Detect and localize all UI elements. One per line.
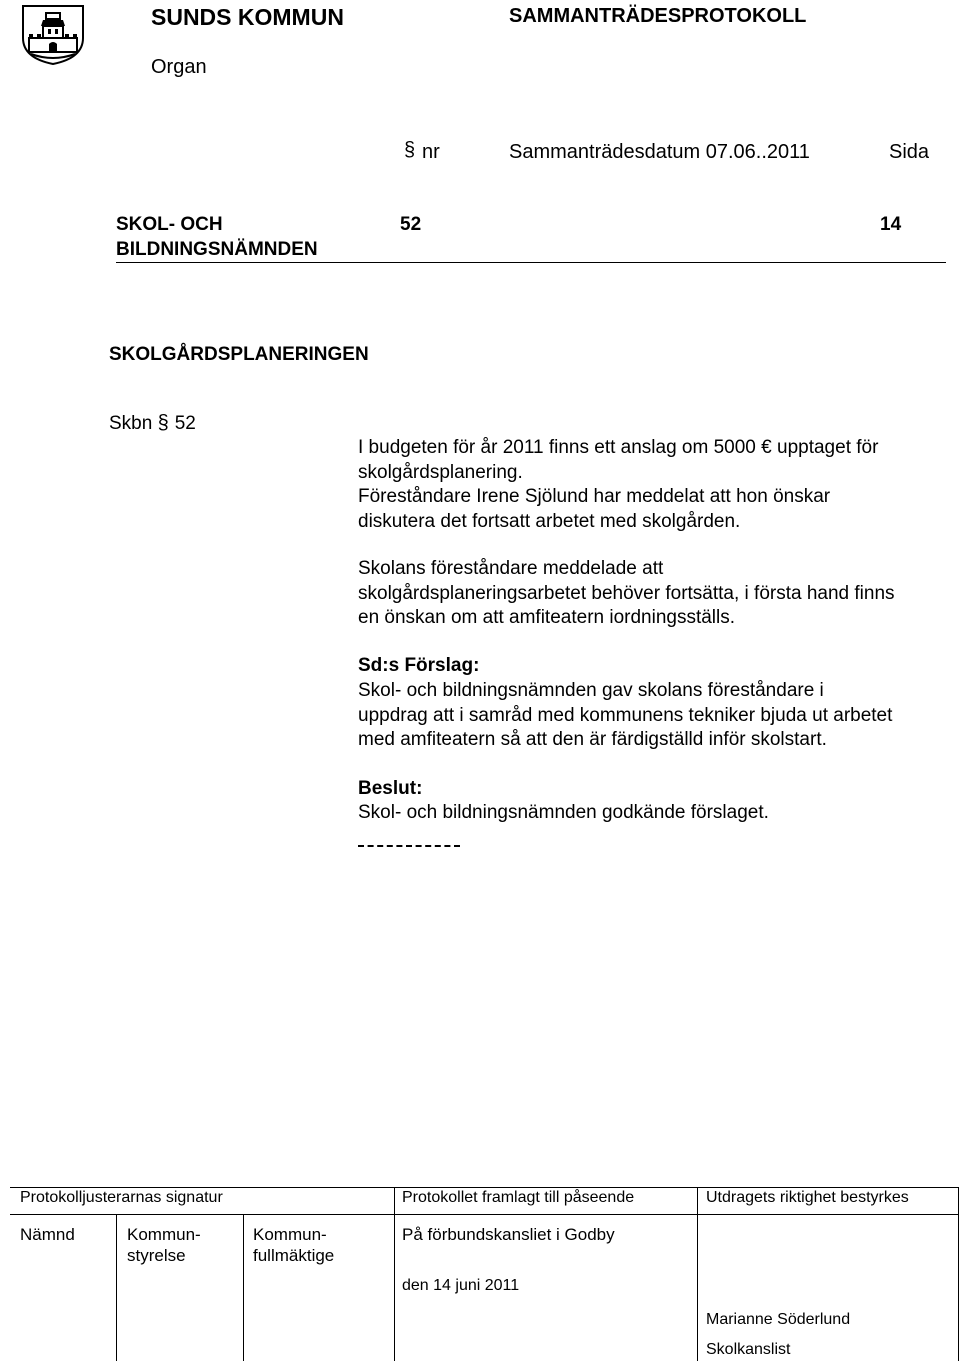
footer-posted-header: Protokollet framlagt till påseende <box>402 1189 635 1206</box>
footer-certified-header: Utdragets riktighet bestyrkes <box>706 1189 909 1206</box>
paragraph-line: I budgeten för år 2011 finns ett anslag om 5000 € upptaget för <box>358 436 878 461</box>
reference-number: 52 <box>174 413 196 434</box>
item-reference <box>109 412 196 435</box>
committee-name-line2: BILDNINGSNÄMNDEN <box>116 239 318 260</box>
footer-kommunstyrelse-label-line1: Kommun- <box>127 1225 201 1244</box>
footer-kommunfullmaktige-label-line2: fullmäktige <box>253 1246 335 1265</box>
proposal-heading: Sd:s Förslag: <box>358 655 480 676</box>
decision-heading: Beslut: <box>358 778 423 799</box>
paragraph-continuation <box>358 557 895 631</box>
paragraph-line: med amfiteatern så att den är färdigställd inför skolstart. <box>358 729 827 750</box>
paragraph-line: en önskan om att amfiteatern iordningsställs. <box>358 607 736 628</box>
end-of-item-divider <box>358 845 460 847</box>
footer-signature-header: Protokolljusterarnas signatur <box>20 1189 223 1206</box>
paragraph-line: Skolans föreståndare meddelade att <box>358 558 664 579</box>
footer-right-border <box>958 1187 959 1361</box>
section-sign-icon: § <box>404 139 416 161</box>
page-number: 14 <box>880 214 902 235</box>
footer-certifier-name: Marianne Söderlund <box>706 1311 851 1328</box>
item-title: SKOLGÅRDSPLANERINGEN <box>109 344 369 365</box>
meeting-date-label: Sammanträdesdatum 07.06..2011 <box>509 141 810 163</box>
footer-column-divider <box>116 1214 117 1361</box>
document-type: SAMMANTRÄDESPROTOKOLL <box>509 5 807 27</box>
footer-certifier-office: Skolkanslist <box>706 1341 791 1358</box>
footer-kommunstyrelse-label-line2: styrelse <box>127 1246 186 1265</box>
municipality-coat-of-arms <box>21 4 85 66</box>
paragraph-proposal <box>358 679 892 753</box>
footer-column-divider <box>697 1187 698 1361</box>
organ-label: Organ <box>151 56 207 78</box>
paragraph-line: Skol- och bildningsnämnden godkände förslaget. <box>358 802 769 823</box>
paragraph-budget <box>358 436 878 534</box>
footer-column-divider <box>394 1187 395 1361</box>
paragraph-decision <box>358 801 769 826</box>
paragraph-line: diskutera det fortsatt arbetet med skolgården. <box>358 510 741 532</box>
paragraph-line: skolgårdsplaneringsarbetet behöver fortsätta, i första hand finns <box>358 582 895 604</box>
paragraph-line: uppdrag att i samråd med kommunens tekniker bjuda ut arbetet <box>358 704 893 726</box>
page-label: Sida <box>889 141 930 163</box>
footer-column-divider <box>243 1214 244 1361</box>
footer-kommunfullmaktige-label-line1: Kommun- <box>253 1225 327 1244</box>
reference-label: Skbn <box>109 413 153 434</box>
committee-name-line1: SKOL- OCH <box>116 214 223 235</box>
footer-header-border <box>10 1214 958 1215</box>
paragraph-line: skolgårdsplanering. <box>358 461 523 483</box>
footer-posted-date: den 14 juni 2011 <box>402 1277 520 1294</box>
footer-posted-location: På förbundskansliet i Godby <box>402 1225 615 1244</box>
euro-sign-icon: € <box>761 437 772 458</box>
nr-label: nr <box>422 141 440 163</box>
section-number: 52 <box>400 214 422 235</box>
paragraph-line: Skol- och bildningsnämnden gav skolans föreståndare i <box>358 680 824 701</box>
paragraph-line: Föreståndare Irene Sjölund har meddelat att hon önskar <box>358 486 831 507</box>
footer-top-border <box>10 1187 958 1188</box>
municipality-name: SUNDS KOMMUN <box>151 4 344 30</box>
footer-namnd-label: Nämnd <box>20 1225 75 1244</box>
header-divider <box>116 262 946 263</box>
section-sign-icon: § <box>157 412 169 434</box>
